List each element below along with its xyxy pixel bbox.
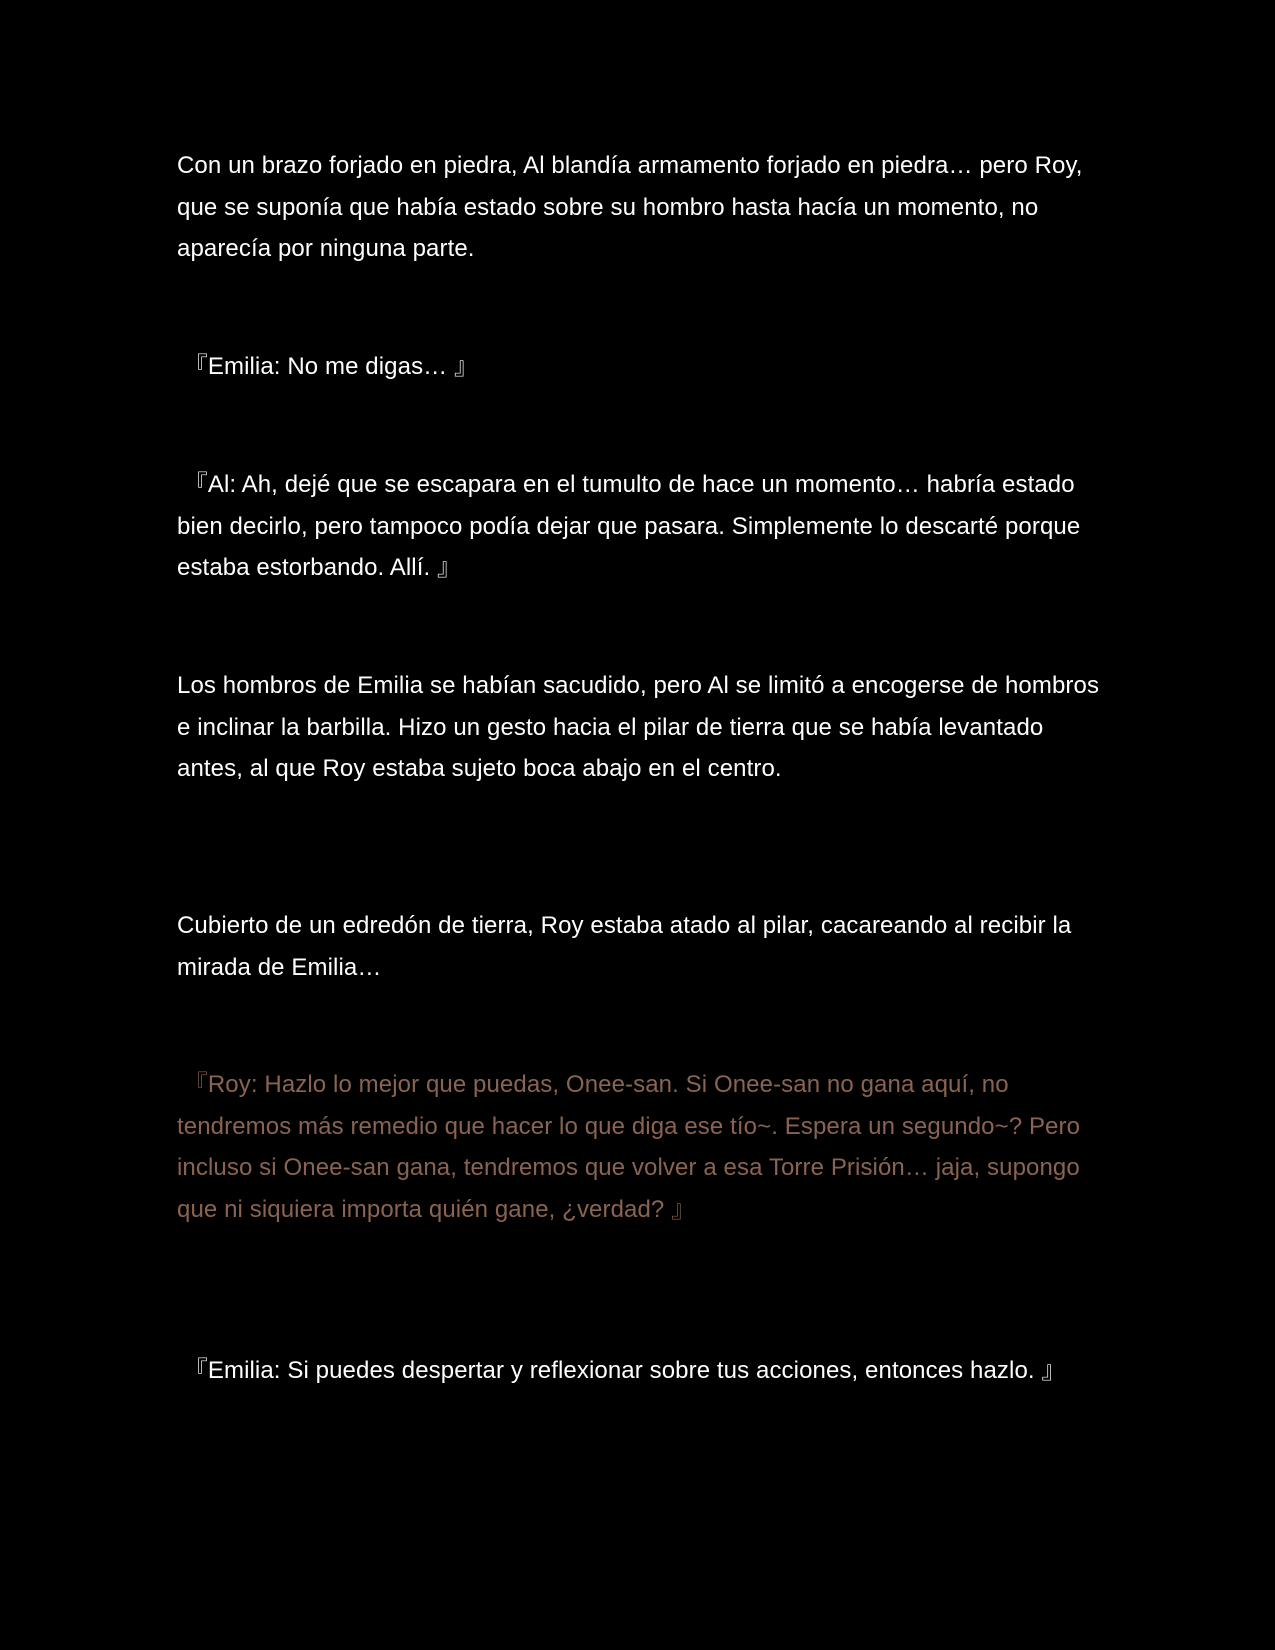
narration-paragraph: Con un brazo forjado en piedra, Al blandía armamento forjado en piedra… pero Roy, que se suponía que había estado sobre su hombro hasta hacía un momento, no aparecía por ninguna parte.: [177, 152, 1083, 262]
dialogue-roy: 『Roy: Hazlo lo mejor que puedas, Onee-san. Si Onee-san no gana aquí, no tendremos más remedio que hacer lo que diga ese tío~. Espera un segundo~? Pero incluso si Onee-san gana, tendremos que volver a esa Torre Prisión… jaja, supongo que ni siquiera importa quién gane, ¿verdad? 』: [177, 1071, 1081, 1223]
dialogue-emilia: 『Emilia: No me digas… 』: [177, 353, 479, 380]
dialogue-emilia: 『Emilia: Si puedes despertar y reflexionar sobre tus acciones, entonces hazlo. 』: [177, 1357, 1066, 1384]
dialogue-al: 『Al: Ah, dejé que se escapara en el tumulto de hace un momento… habría estado bien decirlo, pero tampoco podía dejar que pasara. Simplemente lo descarté porque estaba estorbando. Allí. 』: [177, 471, 1081, 581]
narration-paragraph: Los hombros de Emilia se habían sacudido, pero Al se limitó a encogerse de hombros e inclinar la barbilla. Hizo un gesto hacia el pilar de tierra que se había levantado antes, al que Roy estaba sujeto boca abajo en el centro.: [177, 672, 1100, 782]
narration-paragraph: Cubierto de un edredón de tierra, Roy estaba atado al pilar, cacareando al recibir la mirada de Emilia…: [177, 912, 1072, 981]
document-page: [177, 0, 1102, 1650]
